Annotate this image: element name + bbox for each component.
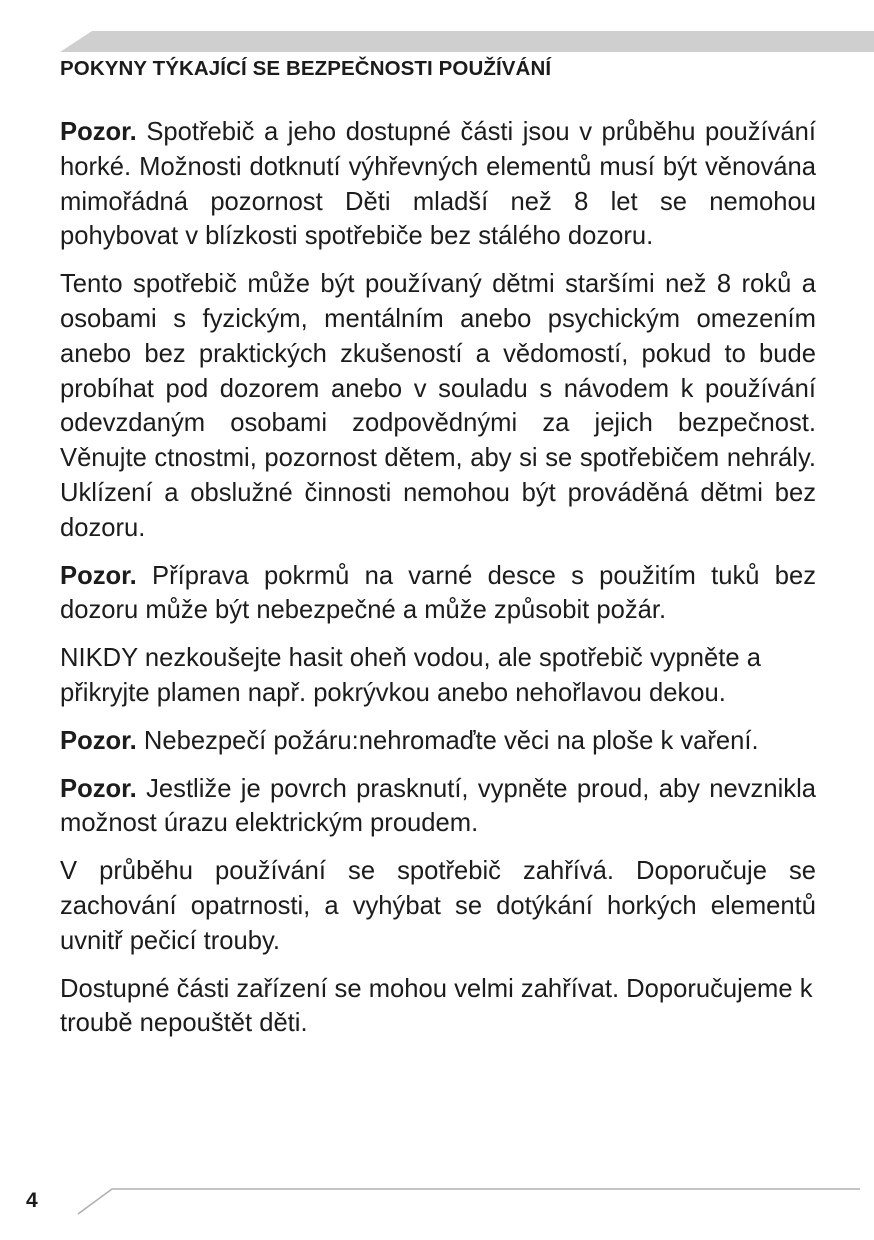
paragraph-text: Jestliže je povrch prasknutí, vypněte proud, aby nevznikla možnost úrazu elektrickým proudem. bbox=[60, 774, 816, 838]
paragraph-text: V průběhu používání se spotřebič zahřívá. Doporučuje se zachování opatrnosti, a vyhýbat se dotýkání horkých elementů uvnitř pečicí trouby. bbox=[60, 857, 816, 955]
paragraph-text: NIKDY nezkoušejte hasit oheň vodou, ale spotřebič vypněte a přikryjte plamen např. pokrývkou anebo nehořlavou dekou. bbox=[60, 644, 761, 707]
paragraph bbox=[60, 641, 816, 711]
paragraph bbox=[60, 115, 816, 254]
paragraph bbox=[60, 559, 816, 629]
paragraph bbox=[60, 854, 816, 958]
warning-label: Pozor. bbox=[60, 118, 137, 146]
paragraph-text: Tento spotřebič může být používaný dětmi staršími než 8 roků a osobami s fyzickým, mentálním anebo psychickým omezením anebo bez praktických zkušeností a vědomostí, pokud to bude probíhat pod dozorem anebo v souladu s návodem k používání odevzdaným osobami zodpovědnými za jejich bezpečnost. Věnujte ctnostmi, pozornost dětem, aby si se spotřebičem nehrály. Uklízení a obslužné činnosti nemohou být prováděná dětmi bez dozoru. bbox=[60, 270, 816, 542]
warning-label: Pozor. bbox=[60, 561, 137, 590]
footer-line-decoration bbox=[0, 1180, 874, 1220]
safety-instructions-body bbox=[60, 115, 816, 1054]
header-tab-decoration bbox=[0, 0, 874, 60]
paragraph-text: Nebezpečí požáru:nehromaďte věci na ploše k vaření. bbox=[136, 726, 759, 755]
paragraph-text: Spotřebič a jeho dostupné části jsou v průběhu používání horké. Možnosti dotknutí výhřevných elementů musí být věnována mimořádná pozornost Děti mladší než 8 let se nemohou pohybovat v blízkosti spotřebiče bez stálého dozoru. bbox=[60, 118, 816, 251]
paragraph bbox=[60, 267, 816, 545]
page-number: 4 bbox=[26, 1189, 38, 1212]
paragraph bbox=[60, 724, 816, 759]
paragraph bbox=[60, 972, 816, 1042]
warning-label: Pozor. bbox=[60, 726, 137, 755]
paragraph-text: Dostupné části zařízení se mohou velmi zahřívat. Doporučujeme k troubě nepouštět děti. bbox=[60, 974, 813, 1038]
page-title: POKYNY TÝKAJÍCÍ SE BEZPEČNOSTI POUŽÍVÁNÍ bbox=[60, 57, 552, 80]
paragraph-text: Příprava pokrmů na varné desce s použitím tuků bez dozoru může být nebezpečné a může způsobit požár. bbox=[60, 561, 816, 625]
paragraph bbox=[60, 772, 816, 842]
warning-label: Pozor. bbox=[60, 774, 137, 803]
